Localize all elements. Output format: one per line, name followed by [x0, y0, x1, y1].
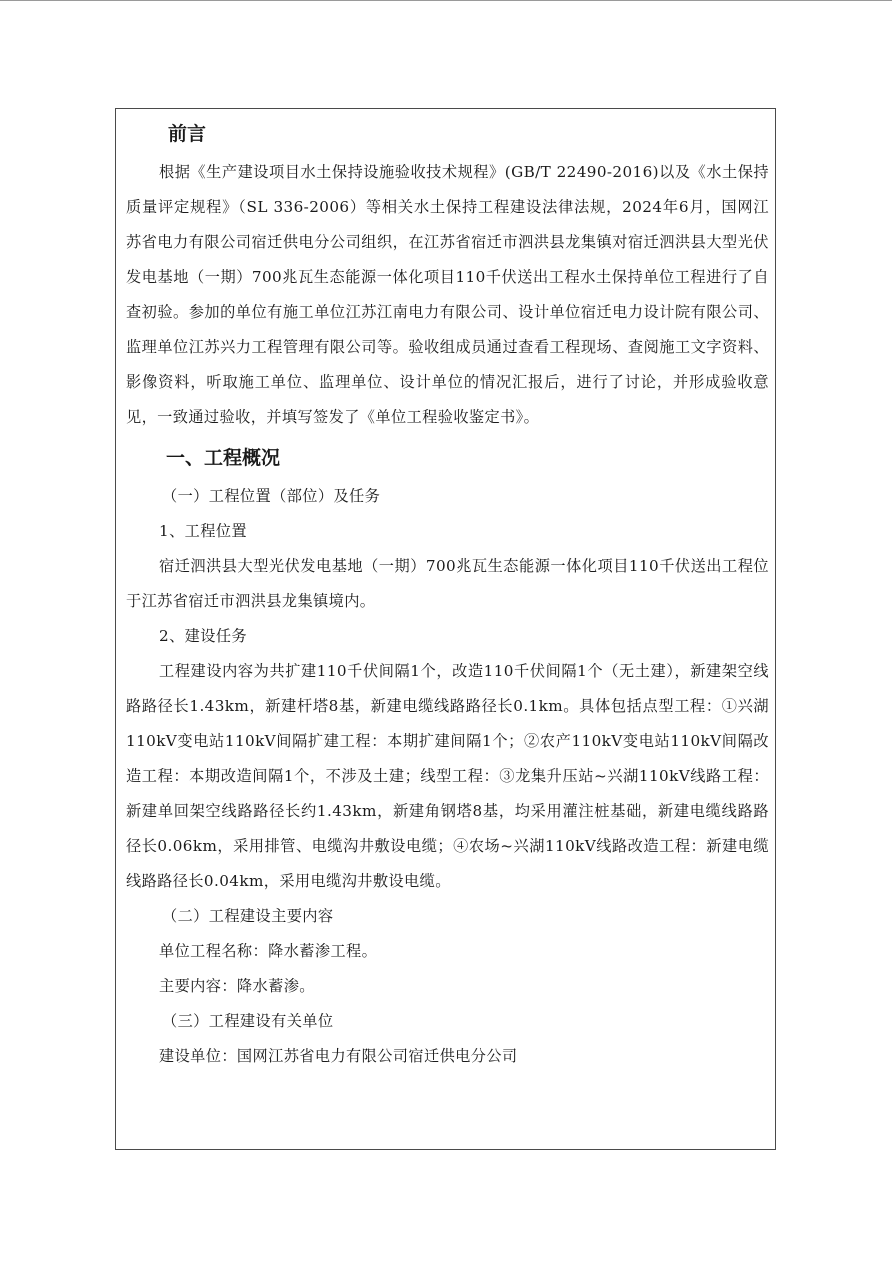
construction-unit-line: 建设单位：国网江苏省电力有限公司宿迁供电分公司 — [159, 1047, 518, 1065]
preface-paragraph: 根据《生产建设项目水土保持设施验收技术规程》(GB/T 22490-2016)以及《水土保持质量评定规程》（SL 336-2006）等相关水土保持工程建设法律法规，2024年6月，国网江苏省电力有限公司宿迁供电分公司组织，在江苏省宿迁市泗洪县龙集镇对宿迁泗洪县大型光伏发电基地（一期）700兆瓦生态能源一体化项目110千伏送出工程水土保持单位工程进行了自查初验。参加的单位有施工单位江苏江南电力有限公司、设计单位宿迁电力设计院有限公司、监理单位江苏兴力工程管理有限公司等。验收组成员通过查看工程现场、查阅施工文字资料、影像资料，听取施工单位、监理单位、设计单位的情况汇报后，进行了讨论，并形成验收意见，一致通过验收，并填写签发了《单位工程验收鉴定书》。 — [126, 163, 769, 426]
subsection-related-units-heading: （三）工程建设有关单位 — [162, 1012, 334, 1030]
section-project-overview-heading: 一、工程概况 — [166, 447, 281, 469]
item-project-location-heading: 1、工程位置 — [159, 522, 248, 540]
document-frame — [115, 108, 776, 1150]
subsection-location-and-tasks-heading: （一）工程位置（部位）及任务 — [162, 487, 381, 505]
subsection-main-content-heading: （二）工程建设主要内容 — [162, 907, 334, 925]
unit-project-name-line: 单位工程名称：降水蓄渗工程。 — [159, 942, 378, 960]
main-content-line: 主要内容：降水蓄渗。 — [159, 977, 315, 995]
preface-heading: 前言 — [168, 123, 207, 145]
document-body — [126, 119, 769, 1074]
page-top-rule — [0, 0, 892, 1]
project-location-paragraph: 宿迁泗洪县大型光伏发电基地（一期）700兆瓦生态能源一体化项目110千伏送出工程位于江苏省宿迁市泗洪县龙集镇境内。 — [126, 557, 769, 610]
item-construction-tasks-heading: 2、建设任务 — [159, 627, 248, 645]
construction-tasks-paragraph: 工程建设内容为共扩建110千伏间隔1个，改造110千伏间隔1个（无土建），新建架空线路路径长1.43km，新建杆塔8基，新建电缆线路路径长0.1km。具体包括点型工程：①兴湖110kV变电站110kV间隔扩建工程：本期扩建间隔1个；②农产110kV变电站110kV间隔改造工程：本期改造间隔1个，不涉及土建；线型工程：③龙集升压站~兴湖110kV线路工程：新建单回架空线路路径长约1.43km，新建角钢塔8基，均采用灌注桩基础，新建电缆线路路径长0.06km，采用排管、电缆沟井敷设电缆；④农场~兴湖110kV线路改造工程：新建电缆线路路径长0.04km，采用电缆沟井敷设电缆。 — [126, 662, 769, 890]
